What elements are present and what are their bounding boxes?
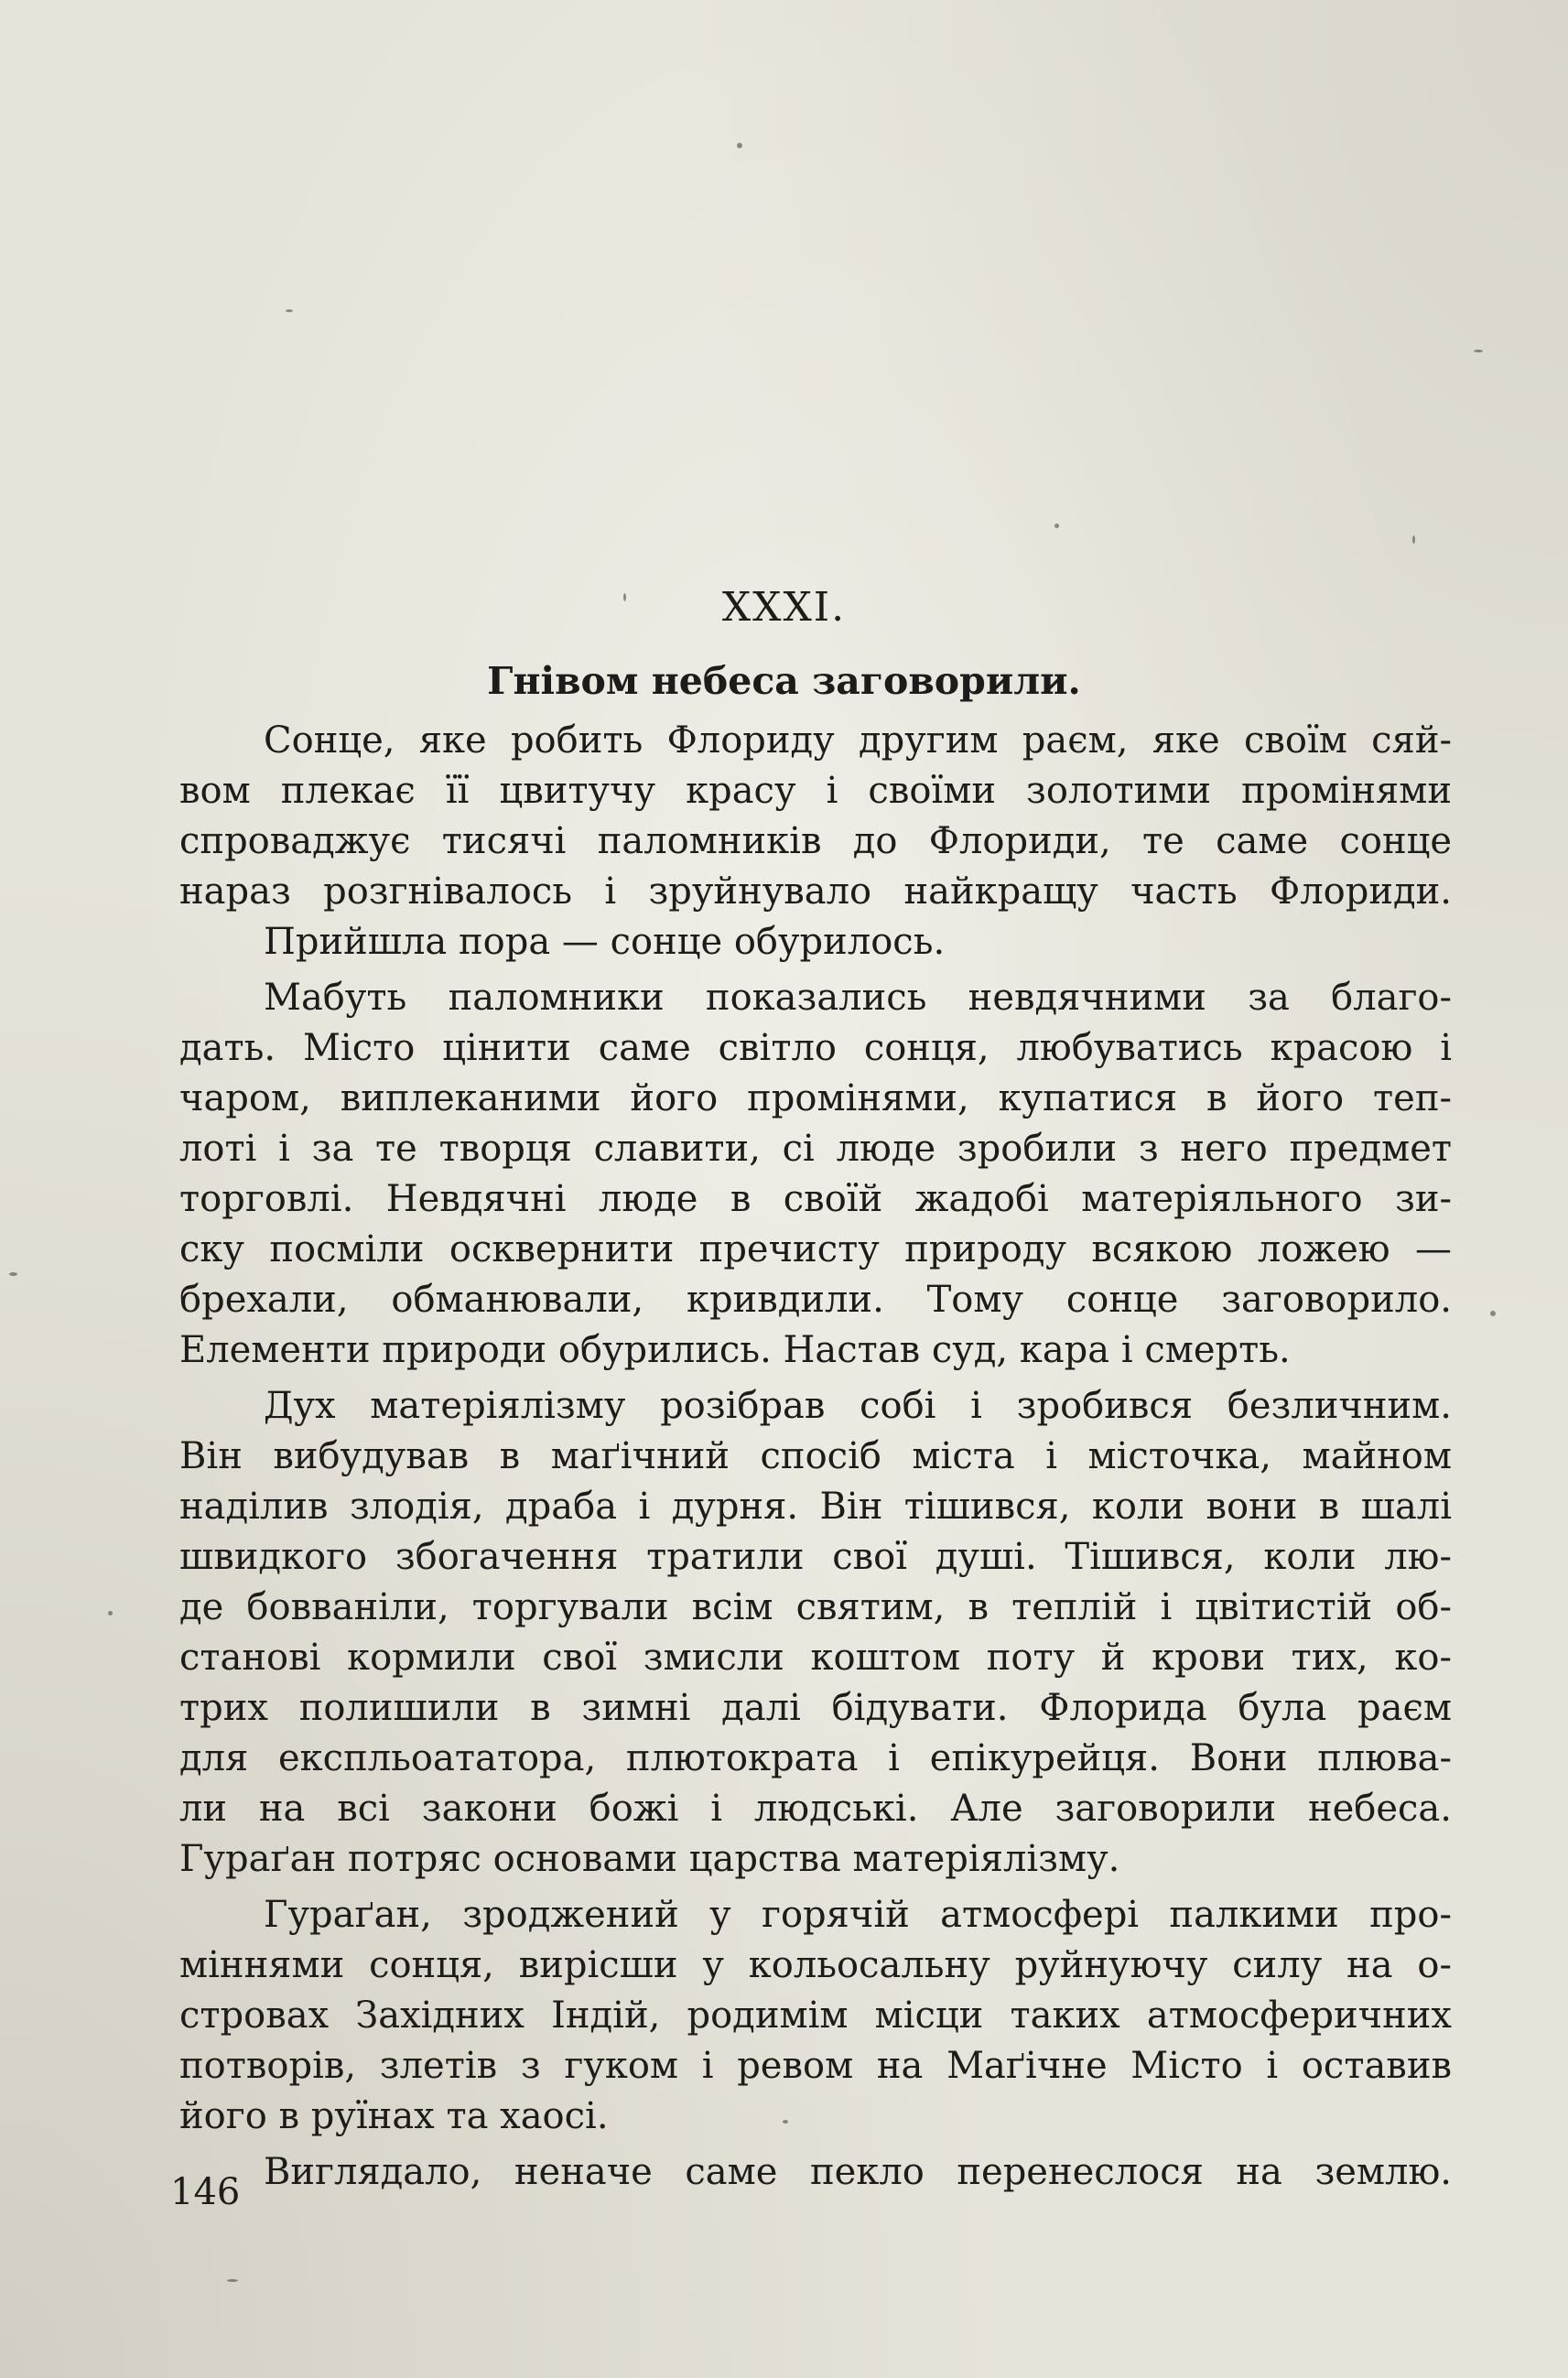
text-line: лоті і за те творця славити, сі люде зробили з него предмет	[179, 1128, 1452, 1170]
text-line: Елементи природи обурились. Настав суд, кара і смерть.	[179, 1329, 1291, 1371]
text-line: чаром, виплеканими його промінями, купатися в його теп-	[179, 1077, 1452, 1119]
paper-speck	[623, 593, 626, 601]
text-line: ску посміли осквернити пречисту природу всякою ложею —	[179, 1228, 1452, 1270]
text-line: його в руїнах та хаосі.	[179, 2095, 609, 2137]
paper-speck	[737, 143, 742, 148]
text-line: вом плекає її цвитучу красу і своїми золотими промінями	[179, 770, 1452, 812]
paper-speck	[1490, 1311, 1496, 1316]
text-line: міннями сонця, вирісши у кольосальну руйнуючу силу на о-	[179, 1944, 1452, 1986]
chapter-title: Гнівом небеса заговорили.	[487, 659, 1081, 703]
text-line: Він вибудував в маґічний спосіб міста і місточка, майном	[179, 1435, 1452, 1477]
text-line: Дух матеріялізму розібрав собі і зробився безличним.	[264, 1385, 1452, 1427]
paper-speck	[783, 2120, 788, 2124]
text-line: де бовваніли, торгували всім святим, в теплій і цвітистій об-	[179, 1586, 1452, 1628]
text-line: спроваджує тисячі паломників до Флориди, те саме сонце	[179, 820, 1452, 862]
text-line: Прийшла пора — сонце обурилось.	[264, 921, 946, 963]
text-line: торговлі. Невдячні люде в своїй жадобі матеріяльного зи-	[179, 1178, 1452, 1220]
text-line: для експльоататора, плютократа і епікурейця. Вони плюва-	[179, 1737, 1452, 1779]
text-line: дать. Місто цінити саме світло сонця, любуватись красою і	[179, 1027, 1452, 1069]
text-line: стровах Західних Індій, родимім місци таких атмосферичних	[179, 1994, 1452, 2037]
text-line: швидкого збогачення тратили свої душі. Тішився, коли лю-	[179, 1536, 1452, 1578]
text-line: Гураґан, зроджений у горячій атмосфері палкими про-	[264, 1894, 1452, 1936]
text-line: Мабуть паломники показались невдячними за благо-	[264, 977, 1452, 1019]
text-line: ли на всі закони божі і людські. Але заговорили небеса.	[179, 1788, 1452, 1830]
text-line: наділив злодія, драба і дурня. Він тішився, коли вони в шалі	[179, 1486, 1452, 1528]
paper-speck	[286, 309, 293, 312]
text-line: Гураґан потряс основами царства матеріялізму.	[179, 1838, 1120, 1880]
paper-speck	[9, 1272, 17, 1276]
text-line: брехали, обманювали, кривдили. Тому сонце заговорило.	[179, 1279, 1452, 1321]
paper-speck	[227, 2279, 238, 2282]
body-text	[179, 716, 1452, 2198]
text-line: Сонце, яке робить Флориду другим раєм, яке своїм сяй-	[264, 719, 1452, 762]
paper-speck	[1412, 535, 1415, 544]
chapter-number: XXXI.	[721, 584, 847, 631]
paper-speck	[1054, 524, 1059, 528]
text-line: Виглядало, неначе саме пекло перенеслося на землю.	[264, 2151, 1452, 2193]
text-line: нараз розгнівалось і зруйнувало найкращу часть Флориди.	[179, 870, 1452, 913]
paper-speck	[108, 1611, 113, 1616]
text-line: потворів, злетів з гуком і ревом на Маґічне Місто і оставив	[179, 2045, 1452, 2087]
text-line: станові кормили свої змисли коштом поту й крови тих, ко-	[179, 1637, 1452, 1679]
page-number: 146	[170, 2171, 241, 2213]
text-line: трих полишили в зимні далі бідувати. Флорида була раєм	[179, 1687, 1452, 1729]
paper-speck	[1474, 350, 1483, 352]
